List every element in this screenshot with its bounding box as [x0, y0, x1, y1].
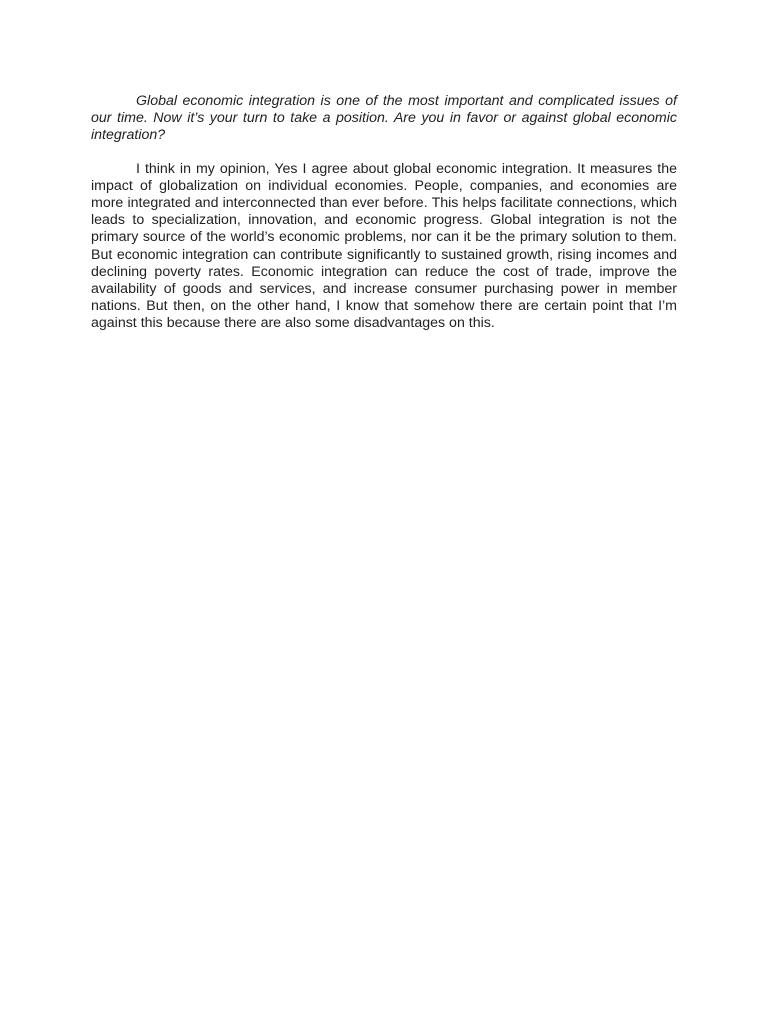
essay-prompt: Global economic integration is one of the most important and complicated issues of our time. Now it’s your turn to take a position. Are you in favor or against global economic integration?	[91, 93, 677, 144]
essay-answer: I think in my opinion, Yes I agree about global economic integration. It measures the impact of globalization on individual economies. People, companies, and economies are more integrated and interconnected than ever before. This helps facilitate connections, which leads to specialization, innovation, and economic progress. Global integration is not the primary source of the world’s economic problems, nor can it be the primary solution to them. But economic integration can contribute significantly to sustained growth, rising incomes and declining poverty rates. Economic integration can reduce the cost of trade, improve the availability of goods and services, and increase consumer purchasing power in member nations. But then, on the other hand, I know that somehow there are certain point that I’m against this because there are also some disadvantages on this.	[91, 160, 677, 332]
document-body	[91, 93, 677, 333]
